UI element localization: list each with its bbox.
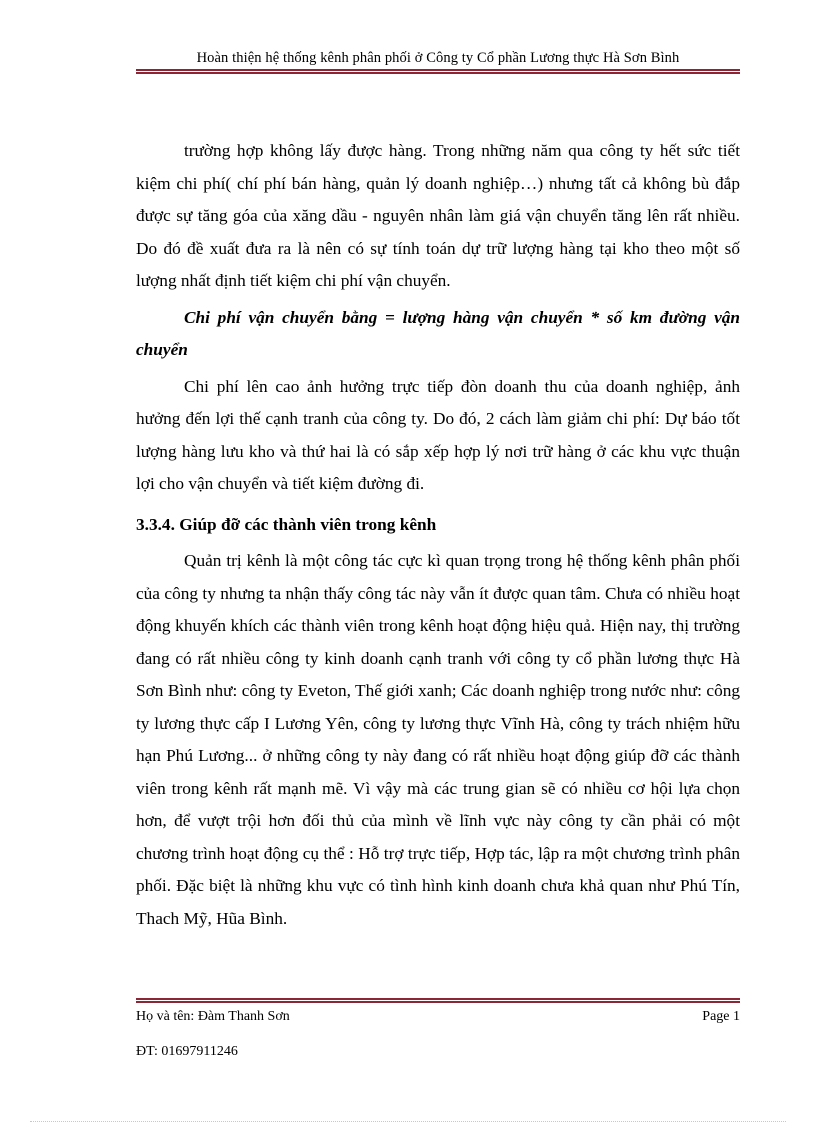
paragraph-channel-members: Quản trị kênh là một công tác cực kì quan trọng trong hệ thống kênh phân phối của công ty nhưng ta nhận thấy công tác này vẫn ít được quan tâm. Chưa có nhiều hoạt động khuyến khích các thành viên trong kênh hoạt động hiệu quả. Hiện nay, thị trường đang có rất nhiều công ty kinh doanh cạnh tranh với công ty cổ phần lương thực Hà Sơn Bình như: công ty Eveton, Thế giới xanh; Các doanh nghiệp trong nước như: công ty lương thực cấp I Lương Yên, công ty lương thực Vĩnh Hà, công ty trách nhiệm hữu hạn Phú Lương... ở những công ty này đang có rất nhiều hoạt động giúp đỡ các thành viên trong kênh rất mạnh mẽ. Vì vậy mà các trung gian sẽ có nhiều cơ hội lựa chọn hơn, để vượt trội hơn đối thủ của mình về lĩnh vực này công ty cần phải có một chương trình hoạt động cụ thể : Hỗ trợ trực tiếp, Hợp tác, lập ra một chương trình phân phối. Đặc biệt là những khu vực có tình hình kinh doanh chưa khả quan như Phú Tín, Thach Mỹ, Hũa Bình. <box>136 551 740 928</box>
page-header-title: Hoàn thiện hệ thống kênh phân phối ở Công ty Cổ phần Lương thực Hà Sơn Bình <box>196 50 680 66</box>
header-divider <box>136 69 740 74</box>
page-edge-divider <box>30 1121 786 1122</box>
formula-transport-cost: Chi phí vận chuyển bằng = lượng hàng vận chuyển * số km đường vận chuyển <box>136 307 740 359</box>
paragraph-transport-cost: trường hợp không lấy được hàng. Trong những năm qua công ty hết sức tiết kiệm chi phí( chí phí bán hàng, quản lý doanh nghiệp…) nhưng tất cả không bù đắp được sự tăng góa của xăng dầu - nguyên nhân làm giá vận chuyển tăng lên rất nhiều. Do đó đề xuất đưa ra là nên có sự tính toán dự trữ lượng hàng tại kho theo một số lượng nhất định tiết kiệm chi phí vận chuyển. <box>136 141 740 290</box>
footer-page-number: Page 1 <box>702 1009 740 1024</box>
section-heading-3-3-4: 3.3.4. Giúp đỡ các thành viên trong kênh <box>136 514 437 534</box>
document-body <box>136 135 740 935</box>
footer-author: Họ và tên: Đàm Thanh Sơn <box>136 1009 290 1024</box>
paragraph-cost-impact: Chi phí lên cao ảnh hưởng trực tiếp đòn doanh thu của doanh nghiệp, ảnh hưởng đến lợi thế cạnh tranh của công ty. Do đó, 2 cách làm giảm chi phí: Dự báo tốt lượng hàng lưu kho và thứ hai là có sắp xếp hợp lý nơi trữ hàng ở các khu vực thuận lợi cho vận chuyển và tiết kiệm đường đi. <box>136 376 740 493</box>
footer-divider <box>136 998 740 1003</box>
footer-phone: ĐT: 01697911246 <box>136 1044 238 1059</box>
